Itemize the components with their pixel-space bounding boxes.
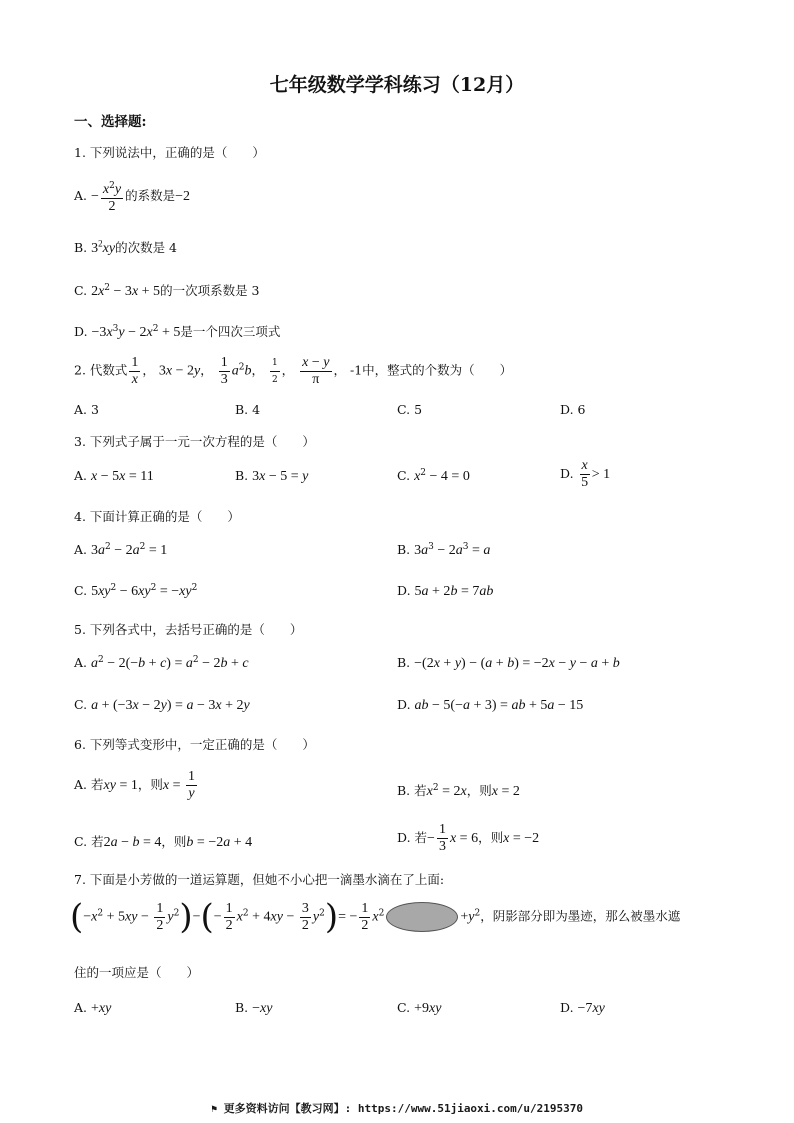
q2-option-c: C. 5 xyxy=(397,402,423,417)
q1-option-b: B. $3^2xy$的次数是 4 xyxy=(74,238,178,256)
q7-option-b: B. −xy xyxy=(235,1000,273,1016)
q7-option-a: A. +xy xyxy=(74,1000,112,1016)
q1-option-a: A. − $\frac{x^2y}{2}$ 的系数是−2 xyxy=(74,178,190,215)
page-title: 七年级数学学科练习（12月） xyxy=(269,74,525,96)
q5-option-b: B. −(2x + y) − (a + b) = −2x − y − a + b xyxy=(397,655,620,671)
q4-option-a: A. $3a^2 - 2a^2 = 1$ xyxy=(74,542,168,559)
q4-option-c: C. $5xy^2 - 6xy^2 = -xy^2$ xyxy=(74,583,198,600)
q7-option-d: D. −7xy xyxy=(560,1000,605,1016)
q5-option-d: D. ab − 5(−a + 3) = ab + 5a − 15 xyxy=(397,697,584,713)
q2-option-b: B. 4 xyxy=(235,402,261,417)
q6-option-d: D. 若− $\frac{1}{3}$ x = 6，则x = −2 xyxy=(397,822,540,854)
q3-option-b: B. 3x − 5 = y xyxy=(235,468,309,484)
q3-option-a: A. x − 5x = 11 xyxy=(74,468,154,484)
question-5-stem: 5. 下列各式中，去括号正确的是（ ） xyxy=(74,622,303,637)
q5-option-c: C. a + (−3x − 2y) = a − 3x + 2y xyxy=(74,697,250,713)
footer-link[interactable]: ⚑ 更多资料访问【教习网】: https://www.51jiaoxi.com/u/2195370 xyxy=(210,1102,584,1115)
question-1-stem: 1. 下列说法中，正确的是（ ） xyxy=(74,145,265,160)
q4-option-b: B. $3a^3 - 2a^3 = a$ xyxy=(397,542,491,559)
ink-blot xyxy=(386,902,458,932)
question-7-stem: 7. 下面是小芳做的一道运算题，但她不小心把一滴墨水滴在了上面: xyxy=(74,872,445,887)
question-7-line2: 住的一项应是（ ） xyxy=(74,965,200,980)
q4-option-d: D. 5a + 2b = 7ab xyxy=(397,583,494,599)
q2-option-d: D. 6 xyxy=(560,402,586,417)
q7-expression: ($-x^2 + 5xy$ − $\frac{1}{2}$ $y^2)-(-$ $\frac{1}{2}$ $x^2 + 4xy$ − $\frac{3}{2}$ $y^2)=$ − $\frac{1}{2}$ $x^2 +y^2$，阴影部分即为墨迹，那么被墨水遮 xyxy=(70,897,681,937)
q6-option-a: A. 若xy = 1，则x = $\frac{1}{y}$ xyxy=(74,769,195,801)
section-heading: 一、选择题: xyxy=(74,114,147,130)
question-3-stem: 3. 下列式子属于一元一次方程的是（ ） xyxy=(74,434,315,449)
q2-option-a: A. 3 xyxy=(74,402,99,417)
q1-option-c: C. $2x^2 - 3x + 5$的一次项系数是 3 xyxy=(74,282,260,299)
q5-option-a: A. $a^2 - 2(-b + c) = a^2 - 2b + c$ xyxy=(74,655,249,672)
q6-option-c: C. 若2a − b = 4，则b = −2a + 4 xyxy=(74,834,253,850)
flag-icon: ⚑ xyxy=(210,1104,217,1115)
q1-option-d: D. $-3x^3y - 2x^2 + 5$是一个四次三项式 xyxy=(74,323,281,340)
question-6-stem: 6. 下列等式变形中，一定正确的是（ ） xyxy=(74,737,315,752)
q6-option-b: B. 若$x^2 = 2x$，则x = 2 xyxy=(397,782,520,799)
question-2-stem: 2. 代数式 $\frac{1}{x}$ ， 3x − 2y， $\frac{1}{3}$ $a^2b$， $\frac{1}{2}$ ， $\frac{x - y}{\pi}$ ， -1中，整式的个数为（ ） xyxy=(74,354,513,387)
question-4-stem: 4. 下面计算正确的是（ ） xyxy=(74,509,240,524)
q3-option-c: C. $x^2 - 4 = 0$ xyxy=(397,468,470,485)
q7-option-c: C. +9xy xyxy=(397,1000,442,1016)
q3-option-d: D. $\frac{x}{5}$ > 1 xyxy=(560,458,611,490)
